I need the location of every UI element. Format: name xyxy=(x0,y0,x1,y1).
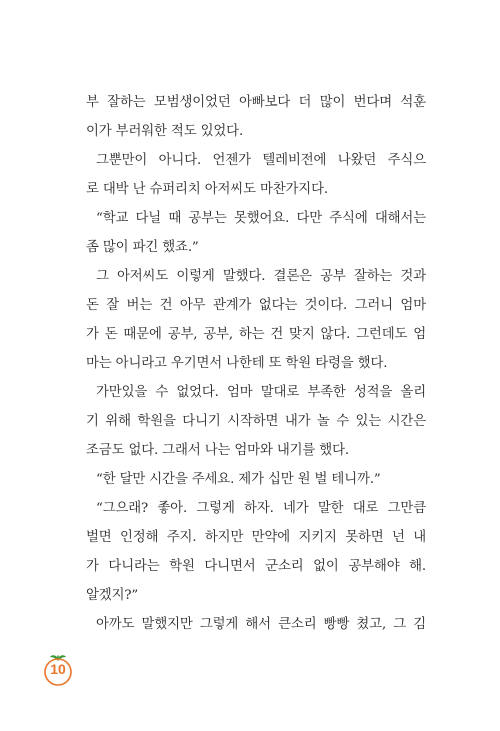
text-line: 마는 아니라고 우기면서 나한테 또 학원 타령을 했다. xyxy=(86,356,388,371)
text-line: 그뿐만이 아니다. 언젠가 텔레비전에 나왔던 주식으 xyxy=(96,153,426,168)
text-line: 조금도 없다. 그래서 나는 엄마와 내기를 했다. xyxy=(86,443,349,458)
text-line: 가만있을 수 없었다. 엄마 말대로 부족한 성적을 올리 xyxy=(96,385,426,400)
body-text xyxy=(86,88,426,639)
text-line: “학교 다닐 때 공부는 못했어요. 다만 주식에 대해서는 xyxy=(96,211,426,226)
text-line: 알겠지?” xyxy=(86,588,139,603)
text-line: 벌면 인정해 주지. 하지만 만약에 지키지 못하면 넌 내 xyxy=(86,530,426,545)
text-line: 가 돈 때문에 공부, 공부, 하는 건 맞지 않다. 그런데도 엄 xyxy=(86,327,426,342)
text-line: 이가 부러워한 적도 있었다. xyxy=(86,124,244,139)
text-line: 로 대박 난 슈퍼리치 아저씨도 마찬가지다. xyxy=(86,182,328,197)
text-line: 돈 잘 버는 건 아무 관계가 없다는 것이다. 그러니 엄마 xyxy=(86,298,426,313)
text-line: 좀 많이 파긴 했죠.” xyxy=(86,240,199,255)
text-line: 그 아저씨도 이렇게 말했다. 결론은 공부 잘하는 것과 xyxy=(96,269,426,284)
text-line: 부 잘하는 모범생이었던 아빠보다 더 많이 번다며 석훈 xyxy=(86,95,426,110)
text-line: 가 다니라는 학원 다니면서 군소리 없이 공부해야 해. xyxy=(86,559,426,574)
page-number-badge xyxy=(40,652,76,688)
page-number: 10 xyxy=(50,661,66,677)
text-line: “한 달만 시간을 주세요. 제가 십만 원 벌 테니까.” xyxy=(96,472,381,487)
text-line: “그으래? 좋아. 그렇게 하자. 네가 말한 대로 그만큼 xyxy=(96,501,426,516)
text-line: 기 위해 학원을 다니기 시작하면 내가 놀 수 있는 시간은 xyxy=(86,414,426,429)
text-line: 아까도 말했지만 그렇게 해서 큰소리 빵빵 쳤고, 그 김 xyxy=(96,617,426,632)
